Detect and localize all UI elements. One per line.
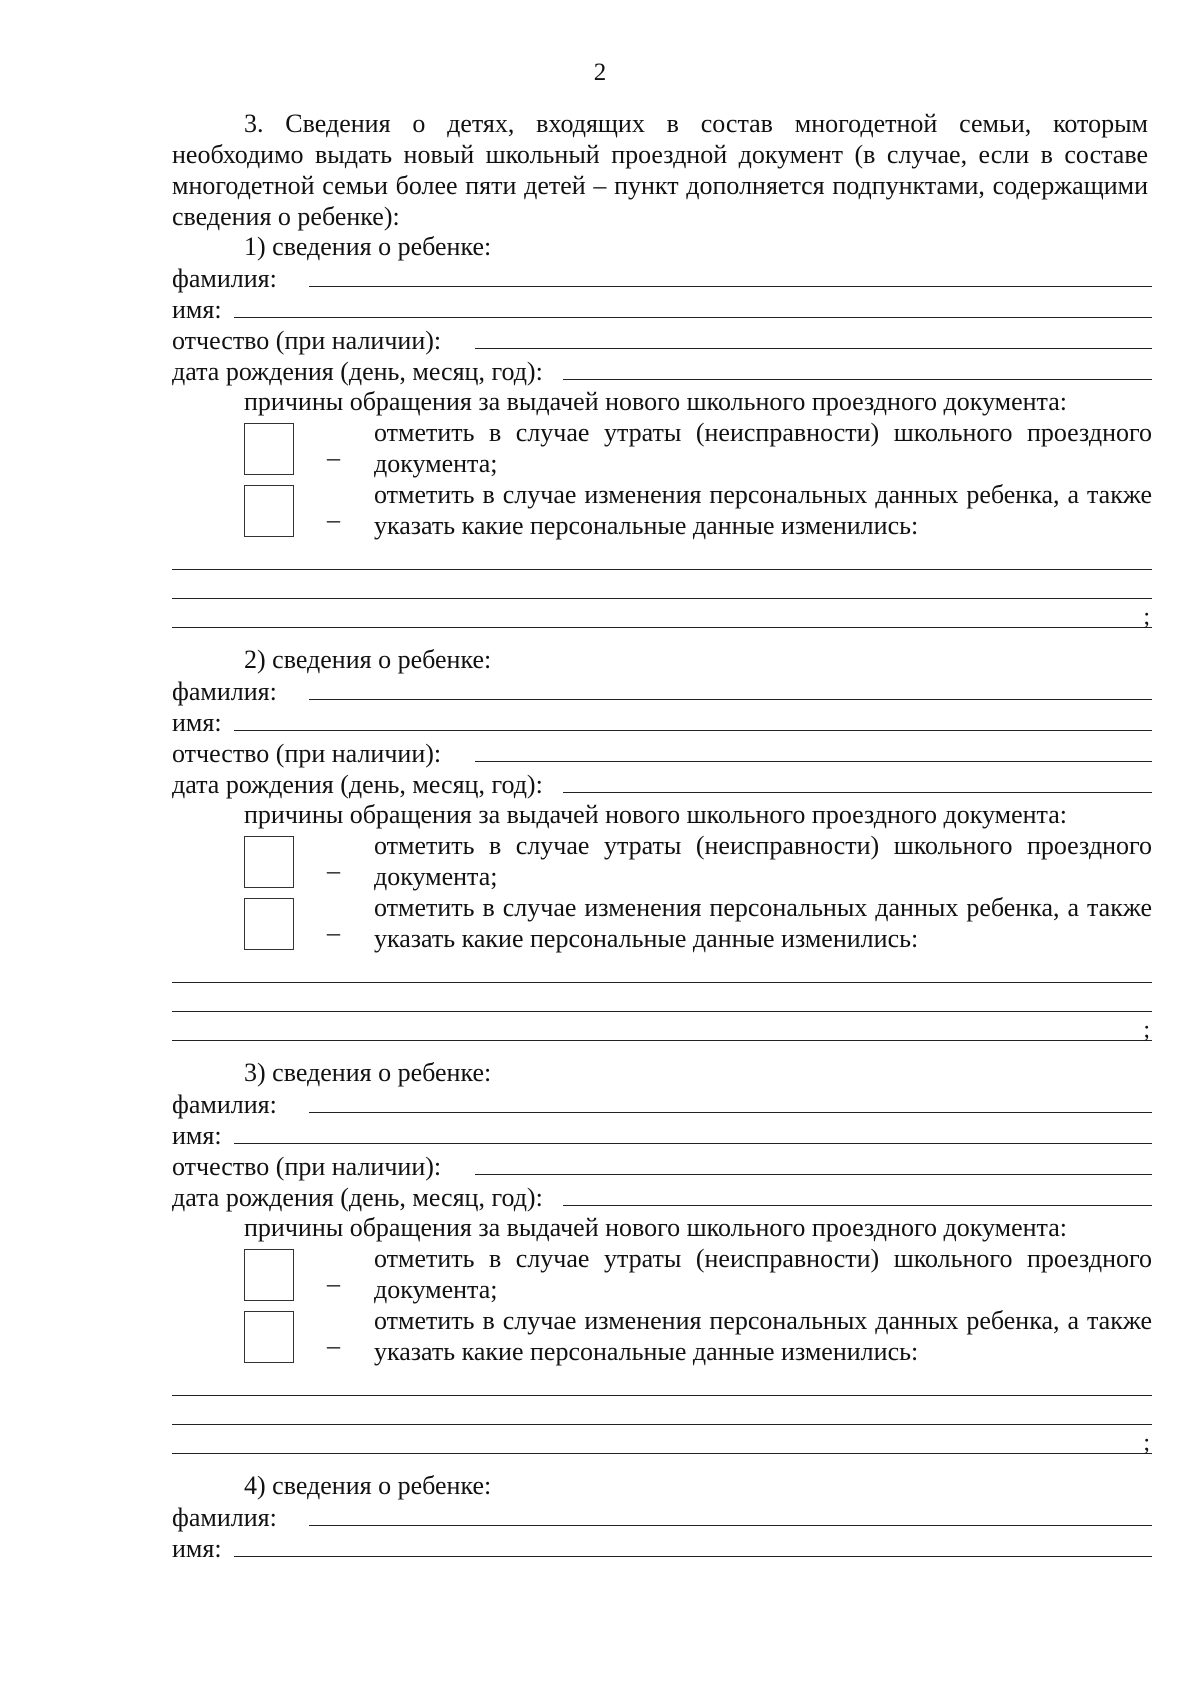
reason-loss-text: отметить в случае утраты (неисправности) школьного проездного документа; bbox=[374, 418, 1152, 478]
name-field bbox=[172, 706, 1152, 737]
reason-loss-option bbox=[172, 417, 1152, 479]
surname-field bbox=[172, 262, 1152, 293]
name-label: имя: bbox=[172, 295, 222, 324]
birth-date-input-line[interactable] bbox=[563, 1181, 1152, 1206]
changed-data-line-1[interactable] bbox=[172, 1367, 1152, 1396]
changed-data-line-2[interactable] bbox=[172, 570, 1152, 599]
child-heading: 1) сведения о ребенке: bbox=[244, 232, 492, 261]
birth-date-label: дата рождения (день, месяц, год): bbox=[172, 770, 543, 799]
child-heading: 3) сведения о ребенке: bbox=[244, 1058, 492, 1087]
birth-date-field bbox=[172, 1181, 1152, 1212]
reason-loss-option bbox=[172, 1243, 1152, 1305]
changed-data-line-2[interactable] bbox=[172, 983, 1152, 1012]
reason-loss-text: отметить в случае утраты (неисправности) школьного проездного документа; bbox=[374, 1244, 1152, 1304]
birth-date-field bbox=[172, 768, 1152, 799]
reasons-title: причины обращения за выдачей нового школьного проездного документа: bbox=[244, 387, 1067, 416]
surname-label: фамилия: bbox=[172, 264, 277, 293]
name-input-line[interactable] bbox=[234, 1532, 1152, 1557]
surname-label: фамилия: bbox=[172, 677, 277, 706]
name-field bbox=[172, 1532, 1152, 1563]
child-section-4 bbox=[172, 1470, 1152, 1563]
surname-input-line[interactable] bbox=[309, 262, 1152, 287]
reason-loss-checkbox[interactable] bbox=[244, 1249, 294, 1301]
birth-date-label: дата рождения (день, месяц, год): bbox=[172, 357, 543, 386]
name-label: имя: bbox=[172, 1121, 222, 1150]
birth-date-input-line[interactable] bbox=[563, 768, 1152, 793]
reason-change-checkbox[interactable] bbox=[244, 485, 294, 537]
patronymic-field bbox=[172, 1150, 1152, 1181]
changed-data-line-1[interactable] bbox=[172, 541, 1152, 570]
reason-change-text: отметить в случае изменения персональных данных ребенка, а также указать какие персональные данные изменились: bbox=[374, 1306, 1152, 1366]
semicolon: ; bbox=[1143, 1430, 1150, 1456]
surname-field bbox=[172, 1088, 1152, 1119]
reason-change-option bbox=[172, 1305, 1152, 1367]
patronymic-input-line[interactable] bbox=[475, 324, 1152, 349]
surname-input-line[interactable] bbox=[309, 1501, 1152, 1526]
surname-field bbox=[172, 1501, 1152, 1532]
patronymic-label: отчество (при наличии): bbox=[172, 739, 442, 768]
reason-change-text: отметить в случае изменения персональных данных ребенка, а также указать какие персональные данные изменились: bbox=[374, 893, 1152, 953]
reason-change-checkbox[interactable] bbox=[244, 898, 294, 950]
patronymic-label: отчество (при наличии): bbox=[172, 326, 442, 355]
surname-field bbox=[172, 675, 1152, 706]
patronymic-field bbox=[172, 737, 1152, 768]
patronymic-label: отчество (при наличии): bbox=[172, 1152, 442, 1181]
name-input-line[interactable] bbox=[234, 1119, 1152, 1144]
patronymic-input-line[interactable] bbox=[475, 737, 1152, 762]
name-field bbox=[172, 1119, 1152, 1150]
dash: _ bbox=[327, 1322, 340, 1351]
birth-date-label: дата рождения (день, месяц, год): bbox=[172, 1183, 543, 1212]
reasons-title: причины обращения за выдачей нового школьного проездного документа: bbox=[244, 1213, 1067, 1242]
reasons-title: причины обращения за выдачей нового школьного проездного документа: bbox=[244, 800, 1067, 829]
child-section-3 bbox=[172, 1057, 1152, 1454]
child-heading: 4) сведения о ребенке: bbox=[244, 1471, 492, 1500]
dash: _ bbox=[327, 847, 340, 876]
changed-data-line-3[interactable] bbox=[172, 599, 1152, 628]
name-field bbox=[172, 293, 1152, 324]
name-label: имя: bbox=[172, 708, 222, 737]
patronymic-field bbox=[172, 324, 1152, 355]
reason-change-checkbox[interactable] bbox=[244, 1311, 294, 1363]
birth-date-field bbox=[172, 355, 1152, 386]
reason-change-text: отметить в случае изменения персональных данных ребенка, а также указать какие персональные данные изменились: bbox=[374, 480, 1152, 540]
changed-data-line-3[interactable] bbox=[172, 1012, 1152, 1041]
surname-input-line[interactable] bbox=[309, 675, 1152, 700]
name-label: имя: bbox=[172, 1534, 222, 1563]
surname-label: фамилия: bbox=[172, 1090, 277, 1119]
reason-change-option bbox=[172, 892, 1152, 954]
reason-loss-text: отметить в случае утраты (неисправности) школьного проездного документа; bbox=[374, 831, 1152, 891]
child-section-2 bbox=[172, 644, 1152, 1041]
changed-data-line-1[interactable] bbox=[172, 954, 1152, 983]
dash: _ bbox=[327, 1260, 340, 1289]
semicolon: ; bbox=[1143, 604, 1150, 630]
name-input-line[interactable] bbox=[234, 293, 1152, 318]
dash: _ bbox=[327, 496, 340, 525]
reason-loss-checkbox[interactable] bbox=[244, 423, 294, 475]
birth-date-input-line[interactable] bbox=[563, 355, 1152, 380]
dash: _ bbox=[327, 434, 340, 463]
dash: _ bbox=[327, 909, 340, 938]
page-number: 2 bbox=[593, 59, 607, 86]
child-section-1 bbox=[172, 231, 1152, 628]
semicolon: ; bbox=[1143, 1017, 1150, 1043]
reason-change-option bbox=[172, 479, 1152, 541]
intro-paragraph: 3. Сведения о детях, входящих в состав многодетной семьи, которым необходимо выдать новый школьный проездной документ (в случае, если в составе многодетной семьи более пяти детей – пункт дополняется подпунктами, содержащими сведения о ребенке): bbox=[172, 109, 1148, 231]
surname-input-line[interactable] bbox=[309, 1088, 1152, 1113]
reason-loss-checkbox[interactable] bbox=[244, 836, 294, 888]
surname-label: фамилия: bbox=[172, 1503, 277, 1532]
changed-data-line-3[interactable] bbox=[172, 1425, 1152, 1454]
changed-data-line-2[interactable] bbox=[172, 1396, 1152, 1425]
name-input-line[interactable] bbox=[234, 706, 1152, 731]
reason-loss-option bbox=[172, 830, 1152, 892]
child-heading: 2) сведения о ребенке: bbox=[244, 645, 492, 674]
patronymic-input-line[interactable] bbox=[475, 1150, 1152, 1175]
